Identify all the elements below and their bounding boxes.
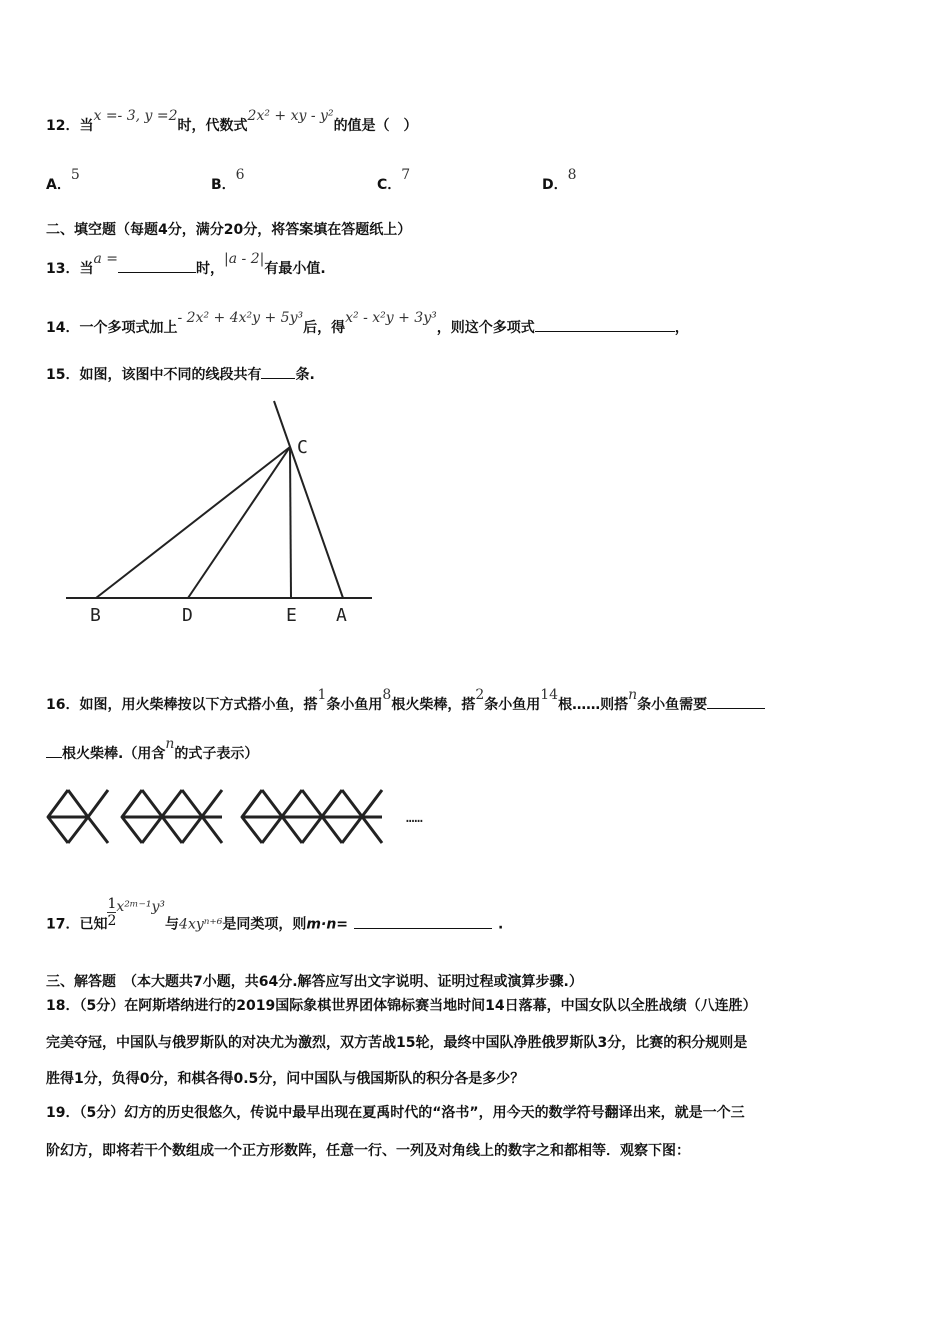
option-b-value: 6 xyxy=(235,167,245,183)
section3-title: 三、解答题 （本大题共7小题，共64分.解答应写出文字说明、证明过程或演算步骤.） xyxy=(46,974,583,990)
q16-line1 xyxy=(46,687,765,715)
q12-end: 的值是（ ） xyxy=(333,118,418,134)
q13-stem xyxy=(46,251,326,279)
q16-var-n: n xyxy=(628,687,638,703)
segment-ca-extended xyxy=(274,401,343,598)
q16-num-14: 14 xyxy=(540,687,559,703)
fish-1-tail-b xyxy=(88,817,108,843)
q15-answer-blank[interactable] xyxy=(261,364,295,379)
fish-group-2 xyxy=(122,790,222,843)
q15-end: 条. xyxy=(295,367,315,383)
fish-continuation-dots: …… xyxy=(406,810,423,826)
q17-term1: x²ᵐ⁻¹y³ xyxy=(116,898,166,915)
q17-term2: 4xyⁿ⁺⁶ xyxy=(179,916,223,933)
q16-text-1: 16．如图，用火柴棒按以下方式搭小鱼，搭 xyxy=(46,697,318,713)
q16-text-2: 条小鱼用 xyxy=(326,697,383,713)
q16-answer-blank-b[interactable] xyxy=(46,743,62,758)
q16-answer-blank-a[interactable] xyxy=(707,694,765,709)
fish-group-3 xyxy=(242,790,382,843)
label-b: B xyxy=(90,605,101,626)
q12-option-d xyxy=(542,167,577,194)
fish-group-1 xyxy=(48,790,108,843)
q13-number: 13．当 xyxy=(46,261,94,277)
q12-option-b xyxy=(211,167,245,194)
q14-mid: 后，得 xyxy=(303,320,346,336)
q17-mn: m·n= xyxy=(306,916,349,933)
q13-answer-blank[interactable] xyxy=(118,258,196,273)
option-c-letter: C． xyxy=(377,177,402,193)
q16-line2 xyxy=(46,736,259,764)
q17-end: 是同类项，则 xyxy=(222,916,307,933)
q16-line2-var: n xyxy=(165,736,175,752)
label-e: E xyxy=(286,605,297,626)
q14-end: ，则这个多项式 xyxy=(436,320,535,336)
q17-mid: 与 xyxy=(165,916,180,933)
q12-option-c xyxy=(377,167,411,194)
label-c: C xyxy=(297,437,308,458)
q17-number: 17．已知 xyxy=(46,916,108,933)
segment-cb xyxy=(96,447,290,598)
q12-mid: 时，代数式 xyxy=(177,118,248,134)
q12-number: 12．当 xyxy=(46,118,94,134)
section2-title: 二、填空题（每题4分，满分20分，将答案填在答题纸上） xyxy=(46,222,412,238)
q12-expression: 2x² + xy - y² xyxy=(247,108,334,124)
segment-cd xyxy=(188,447,290,598)
q12-stem xyxy=(46,108,418,136)
q16-line2-text-2: 的式子表示） xyxy=(174,746,259,762)
option-d-letter: D． xyxy=(542,177,568,193)
q13-end: 有最小值. xyxy=(264,261,326,277)
q17-frac-num: 1 xyxy=(107,896,117,912)
q17-stem xyxy=(46,896,504,941)
q13-abs: |a - 2| xyxy=(224,251,265,267)
option-a-value: 5 xyxy=(70,167,80,183)
q17-frac-den: 2 xyxy=(107,913,117,929)
q14-expr2: x² - x²y + 3y³ xyxy=(345,310,437,326)
fish-figure xyxy=(40,780,460,860)
q16-num-1: 1 xyxy=(317,687,327,703)
q16-text-6: 条小鱼需要 xyxy=(637,697,708,713)
label-d: D xyxy=(182,605,193,626)
q18-line-2: 完美夺冠，中国队与俄罗斯队的对决尤为激烈，双方苦战15轮，最终中国队净胜俄罗斯队3分，比赛的积分规则是 xyxy=(46,1035,748,1051)
label-a: A xyxy=(336,605,347,626)
q16-text-3: 根火柴棒，搭 xyxy=(391,697,476,713)
q14-stem xyxy=(46,310,689,338)
option-a-letter: A． xyxy=(46,177,71,193)
q17-answer-blank[interactable] xyxy=(354,914,492,929)
q12-option-a xyxy=(46,167,80,194)
option-b-letter: B． xyxy=(211,177,236,193)
q16-text-4: 条小鱼用 xyxy=(484,697,541,713)
segment-ce xyxy=(290,447,291,598)
q16-num-8: 8 xyxy=(382,687,392,703)
q18-line-1: 18．（5分）在阿斯塔纳进行的2019国际象棋世界团体锦标赛当地时间14日落幕，中国女队以全胜战绩（八连胜） xyxy=(46,998,757,1014)
q13-mid: 时， xyxy=(196,261,225,277)
q14-tail: ， xyxy=(674,320,689,336)
q12-condition: x =- 3, y =2 xyxy=(93,108,178,124)
fish-1-tail-a xyxy=(88,790,108,817)
q14-expr1: - 2x² + 4x²y + 5y³ xyxy=(177,310,304,326)
q16-num-2: 2 xyxy=(475,687,485,703)
q19-line-1: 19．（5分）幻方的历史很悠久，传说中最早出现在夏禹时代的“洛书”，用今天的数学符号翻译出来，就是一个三 xyxy=(46,1105,745,1121)
q14-number: 14．一个多项式加上 xyxy=(46,320,178,336)
q13-var: a = xyxy=(93,251,119,267)
option-c-value: 7 xyxy=(401,167,411,183)
q15-stem xyxy=(46,364,315,385)
segment-figure xyxy=(60,395,380,630)
q15-text: 15．如图，该图中不同的线段共有 xyxy=(46,367,262,383)
q16-line2-text-1: 根火柴棒.（用含 xyxy=(62,746,166,762)
q16-text-5: 根……则搭 xyxy=(558,697,629,713)
q19-line-2: 阶幻方，即将若干个数组成一个正方形数阵，任意一行、一列及对角线上的数字之和都相等．观察下图： xyxy=(46,1143,690,1159)
q17-period: . xyxy=(498,916,504,933)
q14-answer-blank[interactable] xyxy=(535,317,675,332)
option-d-value: 8 xyxy=(567,167,577,183)
q18-line-3: 胜得1分，负得0分，和棋各得0.5分，问中国队与俄国斯队的积分各是多少？ xyxy=(46,1071,525,1087)
